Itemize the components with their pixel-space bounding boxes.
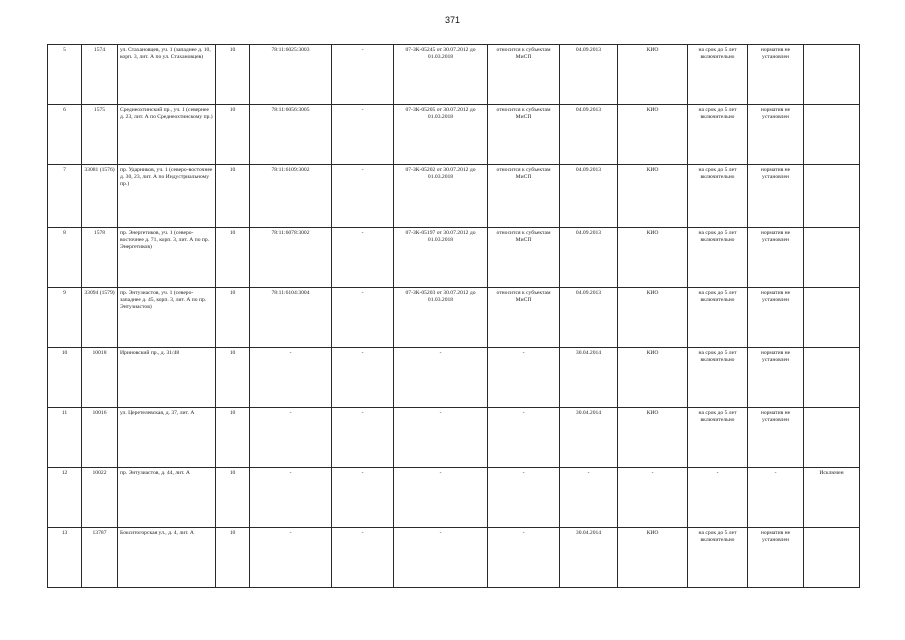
cell-cadastral-number: 78:11:6056:3005 (250, 105, 332, 165)
table-row (48, 288, 860, 348)
cell-area: 10 (216, 165, 250, 228)
cell-cadastral-number: 78:11:6078:3002 (250, 228, 332, 288)
cell-smsp-status: относится к субъектам МиСП (488, 105, 560, 165)
cell-object-code: 1574 (82, 45, 118, 105)
cell-row-number: 7 (48, 165, 82, 228)
cell-row-number: 9 (48, 288, 82, 348)
cell-area: 10 (216, 105, 250, 165)
cell-contract-info: 07-ЗК-05203 от 30.07.2012 до 01.03.2018 (394, 288, 488, 348)
cell-object-code: 33081 (1576) (82, 165, 118, 228)
cell-address: ул. Стахановцев, уч. 1 (западнее д. 10, корп. 3, лит. А по ул. Стахановцев) (118, 45, 216, 105)
cell-responsible-body: КИО (618, 228, 688, 288)
cell-smsp-status: относится к субъектам МиСП (488, 228, 560, 288)
cell-smsp-status: относится к субъектам МиСП (488, 288, 560, 348)
cell-extra-info: - (332, 528, 394, 588)
table-row (48, 165, 860, 228)
cell-object-code: 10018 (82, 348, 118, 408)
table-row (48, 105, 860, 165)
cell-smsp-status: - (488, 348, 560, 408)
cell-area: 10 (216, 228, 250, 288)
cell-standard: норматив не установлен (748, 528, 804, 588)
cell-extra-info: - (332, 45, 394, 105)
cell-responsible-body: КИО (618, 288, 688, 348)
cell-date: 30.04.2014 (560, 348, 618, 408)
cell-extra-info: - (332, 408, 394, 468)
cell-date: 04.09.2013 (560, 165, 618, 228)
cell-extra-info: - (332, 468, 394, 528)
cell-lease-term: на срок до 5 лет включительно (688, 288, 748, 348)
cell-note (804, 288, 860, 348)
cell-date: 30.04.2014 (560, 528, 618, 588)
cell-responsible-body: КИО (618, 45, 688, 105)
cell-lease-term: на срок до 5 лет включительно (688, 408, 748, 468)
cell-address: пр. Энергетиков, уч. 1 (северо-восточнее д. 71, корп. 3, лит. А по пр. Энергетиков) (118, 228, 216, 288)
cell-address: Среднеохтинский пр., уч. 1 (севернее д. 23, лит. А по Среднеохтинскому пр.) (118, 105, 216, 165)
cell-address: пр. Энтузиастов, д. 44, лит. А (118, 468, 216, 528)
cell-cadastral-number: 78:11:6109:3002 (250, 165, 332, 228)
cell-standard: норматив не установлен (748, 288, 804, 348)
cell-date: 04.09.2013 (560, 288, 618, 348)
cell-note: Исключен (804, 468, 860, 528)
cell-smsp-status: относится к субъектам МиСП (488, 45, 560, 105)
cell-row-number: 5 (48, 45, 82, 105)
cell-contract-info: - (394, 408, 488, 468)
cell-date: 04.09.2013 (560, 105, 618, 165)
table-row (48, 528, 860, 588)
cell-note (804, 348, 860, 408)
cell-standard: норматив не установлен (748, 348, 804, 408)
cell-standard: норматив не установлен (748, 45, 804, 105)
cell-row-number: 13 (48, 528, 82, 588)
cell-contract-info: 07-ЗК-05202 от 30.07.2012 до 01.03.2018 (394, 165, 488, 228)
cell-smsp-status: относится к субъектам МиСП (488, 165, 560, 228)
cell-object-code: 1575 (82, 105, 118, 165)
cell-row-number: 8 (48, 228, 82, 288)
cell-lease-term: на срок до 5 лет включительно (688, 105, 748, 165)
cell-object-code: 33094 (1579) (82, 288, 118, 348)
cell-date: - (560, 468, 618, 528)
cell-lease-term: - (688, 468, 748, 528)
cell-contract-info: 07-ЗК-05245 от 30.07.2012 до 01.03.2018 (394, 45, 488, 105)
cell-responsible-body: КИО (618, 408, 688, 468)
cell-note (804, 528, 860, 588)
cell-date: 04.09.2013 (560, 228, 618, 288)
table-row (48, 45, 860, 105)
cell-cadastral-number: - (250, 348, 332, 408)
cell-area: 10 (216, 288, 250, 348)
cell-extra-info: - (332, 105, 394, 165)
cell-area: 10 (216, 468, 250, 528)
cell-note (804, 165, 860, 228)
cell-responsible-body: КИО (618, 528, 688, 588)
cell-cadastral-number: - (250, 528, 332, 588)
cell-object-code: 10022 (82, 468, 118, 528)
cell-lease-term: на срок до 5 лет включительно (688, 528, 748, 588)
table-row (48, 468, 860, 528)
cell-standard: - (748, 468, 804, 528)
cell-object-code: 1578 (82, 228, 118, 288)
cell-cadastral-number: - (250, 408, 332, 468)
cell-lease-term: на срок до 5 лет включительно (688, 348, 748, 408)
cell-responsible-body: КИО (618, 348, 688, 408)
cell-extra-info: - (332, 288, 394, 348)
cell-responsible-body: КИО (618, 165, 688, 228)
cell-address: ул. Церетелевская, д. 37, лит. А (118, 408, 216, 468)
cell-note (804, 105, 860, 165)
cell-standard: норматив не установлен (748, 408, 804, 468)
cell-object-code: 13787 (82, 528, 118, 588)
cell-object-code: 10016 (82, 408, 118, 468)
cell-row-number: 12 (48, 468, 82, 528)
cell-responsible-body: КИО (618, 105, 688, 165)
cell-address: Ириновский пр., д. 31/48 (118, 348, 216, 408)
table-row (48, 228, 860, 288)
cell-contract-info: 07-ЗК-05197 от 30.07.2012 до 01.03.2018 (394, 228, 488, 288)
cell-row-number: 10 (48, 348, 82, 408)
cell-address: пр. Энтузиастов, уч. 1 (северо-западнее д. 45, корп. 3, лит. А по пр. Энтузиастов) (118, 288, 216, 348)
cell-responsible-body: - (618, 468, 688, 528)
cell-standard: норматив не установлен (748, 165, 804, 228)
cell-extra-info: - (332, 348, 394, 408)
cell-cadastral-number: - (250, 468, 332, 528)
cell-lease-term: на срок до 5 лет включительно (688, 228, 748, 288)
cell-smsp-status: - (488, 408, 560, 468)
cell-lease-term: на срок до 5 лет включительно (688, 45, 748, 105)
cell-row-number: 6 (48, 105, 82, 165)
cell-area: 10 (216, 528, 250, 588)
cell-row-number: 11 (48, 408, 82, 468)
cell-date: 04.09.2013 (560, 45, 618, 105)
register-table (47, 44, 860, 588)
cell-date: 30.04.2014 (560, 408, 618, 468)
cell-lease-term: на срок до 5 лет включительно (688, 165, 748, 228)
cell-standard: норматив не установлен (748, 228, 804, 288)
cell-standard: норматив не установлен (748, 105, 804, 165)
cell-smsp-status: - (488, 528, 560, 588)
cell-note (804, 228, 860, 288)
cell-smsp-status: - (488, 468, 560, 528)
cell-cadastral-number: 78:11:6104:3004 (250, 288, 332, 348)
cell-cadastral-number: 78:11:6025:3003 (250, 45, 332, 105)
cell-address: Бокситогорская ул., д. 4, лит. А (118, 528, 216, 588)
cell-contract-info: - (394, 468, 488, 528)
cell-area: 10 (216, 408, 250, 468)
page-number: 371 (444, 15, 461, 25)
cell-extra-info: - (332, 228, 394, 288)
cell-contract-info: - (394, 528, 488, 588)
cell-extra-info: - (332, 165, 394, 228)
cell-note (804, 408, 860, 468)
cell-area: 10 (216, 348, 250, 408)
cell-contract-info: - (394, 348, 488, 408)
cell-note (804, 45, 860, 105)
table-row (48, 348, 860, 408)
cell-contract-info: 07-ЗК-05205 от 30.07.2012 до 01.03.2018 (394, 105, 488, 165)
cell-area: 10 (216, 45, 250, 105)
register-table-body (48, 45, 860, 588)
cell-address: пр. Ударников, уч. 1 (северо-восточнее д. 30, 23, лит. А по Индустриальному пр.) (118, 165, 216, 228)
table-row (48, 408, 860, 468)
